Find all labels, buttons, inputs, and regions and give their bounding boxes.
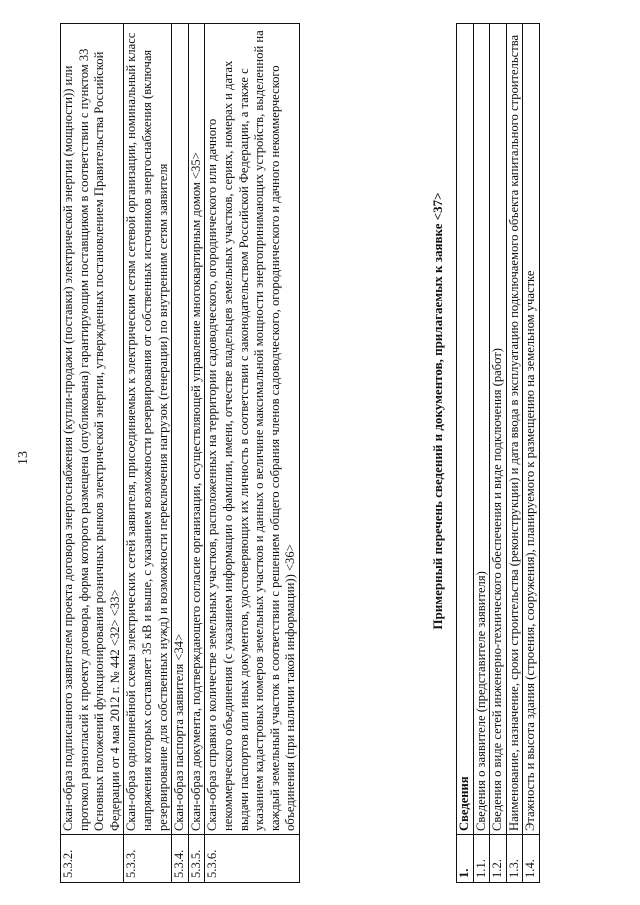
row-text: Скан-образ справки о количестве земельных участков, расположенных на территории садоводческого, огороднического или дачного некоммерческого объединения (с указанием информации о фамилии, имени, отчестве владельцев земельных участков, сериях, номерах и датах выдачи паспортов или иных документов, удостоверяющих их личность в соответствии с законодательством Российской Федерации, а также с указанием кадастровых номеров земельных участков и данных о величине максимальной мощности энергопринимающих устройств, выделенной на каждый земельный участок в соответствии с решением общего собрания членов садоводческого, огороднического и дачного некоммерческого объединения (при наличии такой информации)) <36> xyxy=(205,24,300,835)
row-text: Скан-образ однолинейной схемы электрических сетей заявителя, присоединяемых к электрическим сетям сетевой организации, номинальный класс напряжения которых составляет 35 кВ и выше, с указанием возможности резервирования от собственных источников энергоснабжения (включая резервирование для собственных нужд) и возможности переключения нагрузок (генерации) по внутренним сетям заявителя xyxy=(124,24,172,835)
row-text: Сведения о заявителе (представителе заявителя) xyxy=(473,24,490,835)
section-heading: Примерный перечень сведений и документов, прилагаемых к заявке <37> xyxy=(430,192,445,630)
table-row xyxy=(188,24,205,883)
table-row xyxy=(172,24,189,883)
row-text: Этажность и высота здания (строения, сооружения), планируемого к размещению на земельном участке xyxy=(523,24,540,835)
row-number: 1.1. xyxy=(473,835,490,883)
table-row xyxy=(205,24,300,883)
table-row xyxy=(490,24,507,883)
information-table xyxy=(456,23,540,883)
header-text: Сведения xyxy=(457,24,474,835)
table-row xyxy=(124,24,172,883)
table-row xyxy=(523,24,540,883)
row-number: 1.4. xyxy=(523,835,540,883)
documents-table xyxy=(60,23,300,883)
row-number: 1.3. xyxy=(506,835,523,883)
row-number: 5.3.3. xyxy=(124,835,172,883)
page-number: 13 xyxy=(16,451,31,465)
row-text: Скан-образ подписанного заявителем проекта договора энергоснабжения (купли-продажи (поставки) электрической энергии (мощности)) или протокол разногласий к проекту договора, форма которого размещена (опубликована) гарантирующим поставщиком в соответствии с пунктом 33 Основных положений функционирования розничных рынков электрической энергии, утвержденных постановлением Правительства Российской Федерации от 4 мая 2012 г. № 442 <32> <33> xyxy=(61,24,124,835)
row-text: Скан-образ документа, подтверждающего согласие организации, осуществляющей управление многоквартирным домом <35> xyxy=(188,24,205,835)
row-number: 1.2. xyxy=(490,835,507,883)
row-number: 5.3.4. xyxy=(172,835,189,883)
row-text: Скан-образ паспорта заявителя <34> xyxy=(172,24,189,835)
table-row xyxy=(506,24,523,883)
table-row xyxy=(61,24,124,883)
row-number: 5.3.6. xyxy=(205,835,300,883)
row-text: Наименование, назначение, сроки строительства (реконструкции) и дата ввода в эксплуатацию подключаемого объекта капитального строительства xyxy=(506,24,523,835)
row-number: 5.3.5. xyxy=(188,835,205,883)
header-number: 1. xyxy=(457,835,474,883)
row-number: 5.3.2. xyxy=(61,835,124,883)
row-text: Сведения о виде сетей инженерно-технического обеспечения и виде подключения (работ) xyxy=(490,24,507,835)
table-row xyxy=(473,24,490,883)
table-header-row xyxy=(457,24,474,883)
